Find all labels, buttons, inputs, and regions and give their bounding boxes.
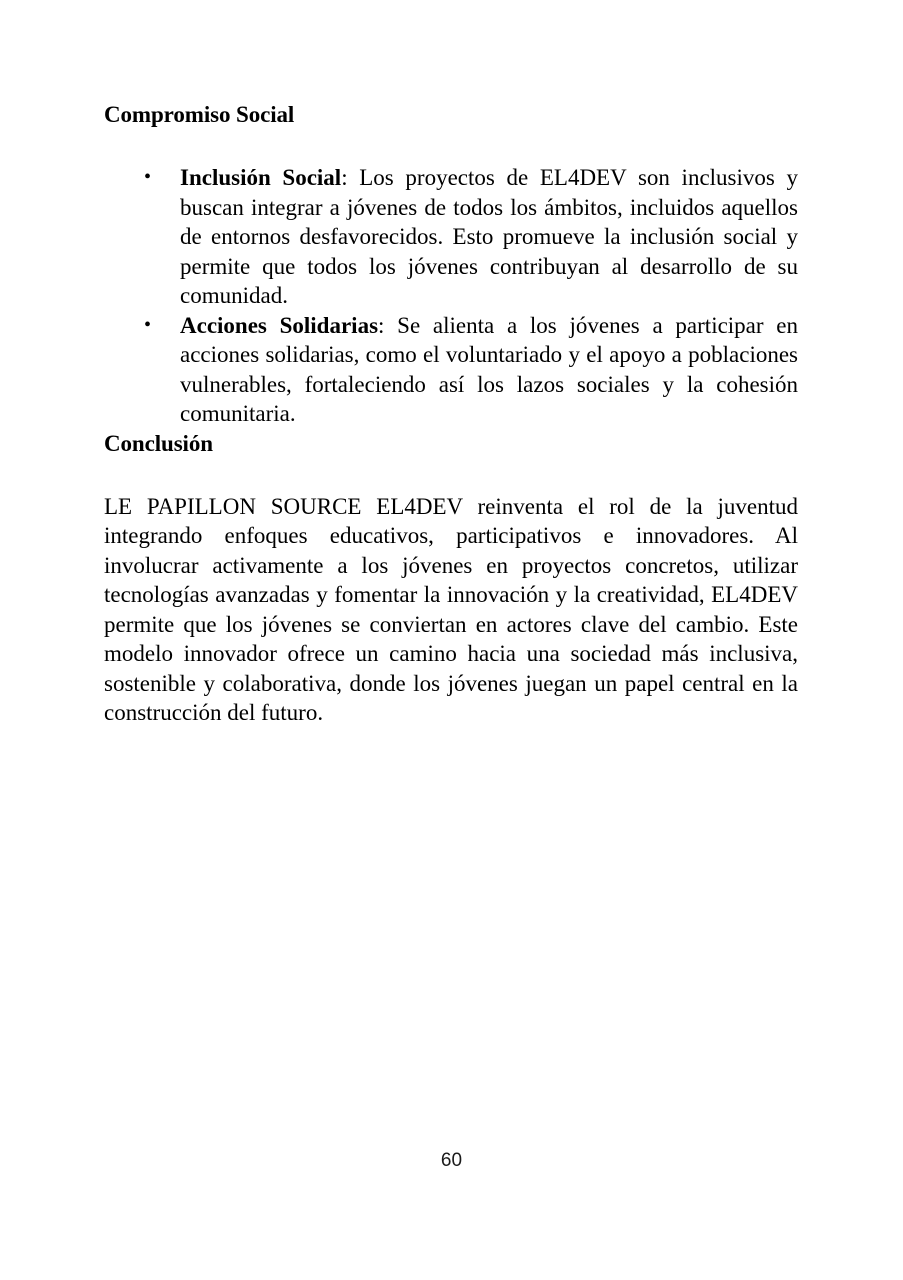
bullet-point-icon: • (144, 166, 152, 188)
list-item-body: : Se alienta a los jóvenes a participar en acciones solidarias, como el voluntariado y el apoyo a poblaciones vulnerables, fortaleciendo así los lazos sociales y la cohesión comunitaria. (180, 312, 799, 426)
heading-compromiso-social: Compromiso Social (104, 102, 295, 127)
list-item-body: : Los proyectos de EL4DEV son inclusivos y buscan integrar a jóvenes de todos los ámbitos, incluidos aquellos de entornos desfavorecidos. Esto promueve la inclusión social y permite que todos los jóvenes contribuyan al desarrollo de su comunidad. (180, 165, 798, 308)
list-item-lead: Inclusión Social (180, 165, 342, 190)
page-number: 60 (440, 1150, 463, 1171)
list-item (104, 163, 798, 311)
list-item-lead: Acciones Solidarias (180, 312, 379, 338)
heading-conclusion: Conclusión (104, 430, 213, 456)
list-item (104, 311, 798, 429)
conclusion-paragraph: LE PAPILLON SOURCE EL4DEV reinventa el rol de la juventud integrando enfoques educativos, participativos e innovadores. Al involucrar activamente a los jóvenes en proyectos concretos, utilizar tecnologías avanzadas y fomentar la innovación y la creatividad, EL4DEV permite que los jóvenes se conviertan en actores clave del cambio. Este modelo innovador ofrece un camino hacia una sociedad más inclusiva, sostenible y colaborativa, donde los jóvenes juegan un papel central en la construcción del futuro. (104, 493, 798, 725)
page-content (104, 100, 798, 728)
compromiso-bullet-list (104, 163, 798, 429)
bullet-point-icon: • (144, 313, 152, 336)
